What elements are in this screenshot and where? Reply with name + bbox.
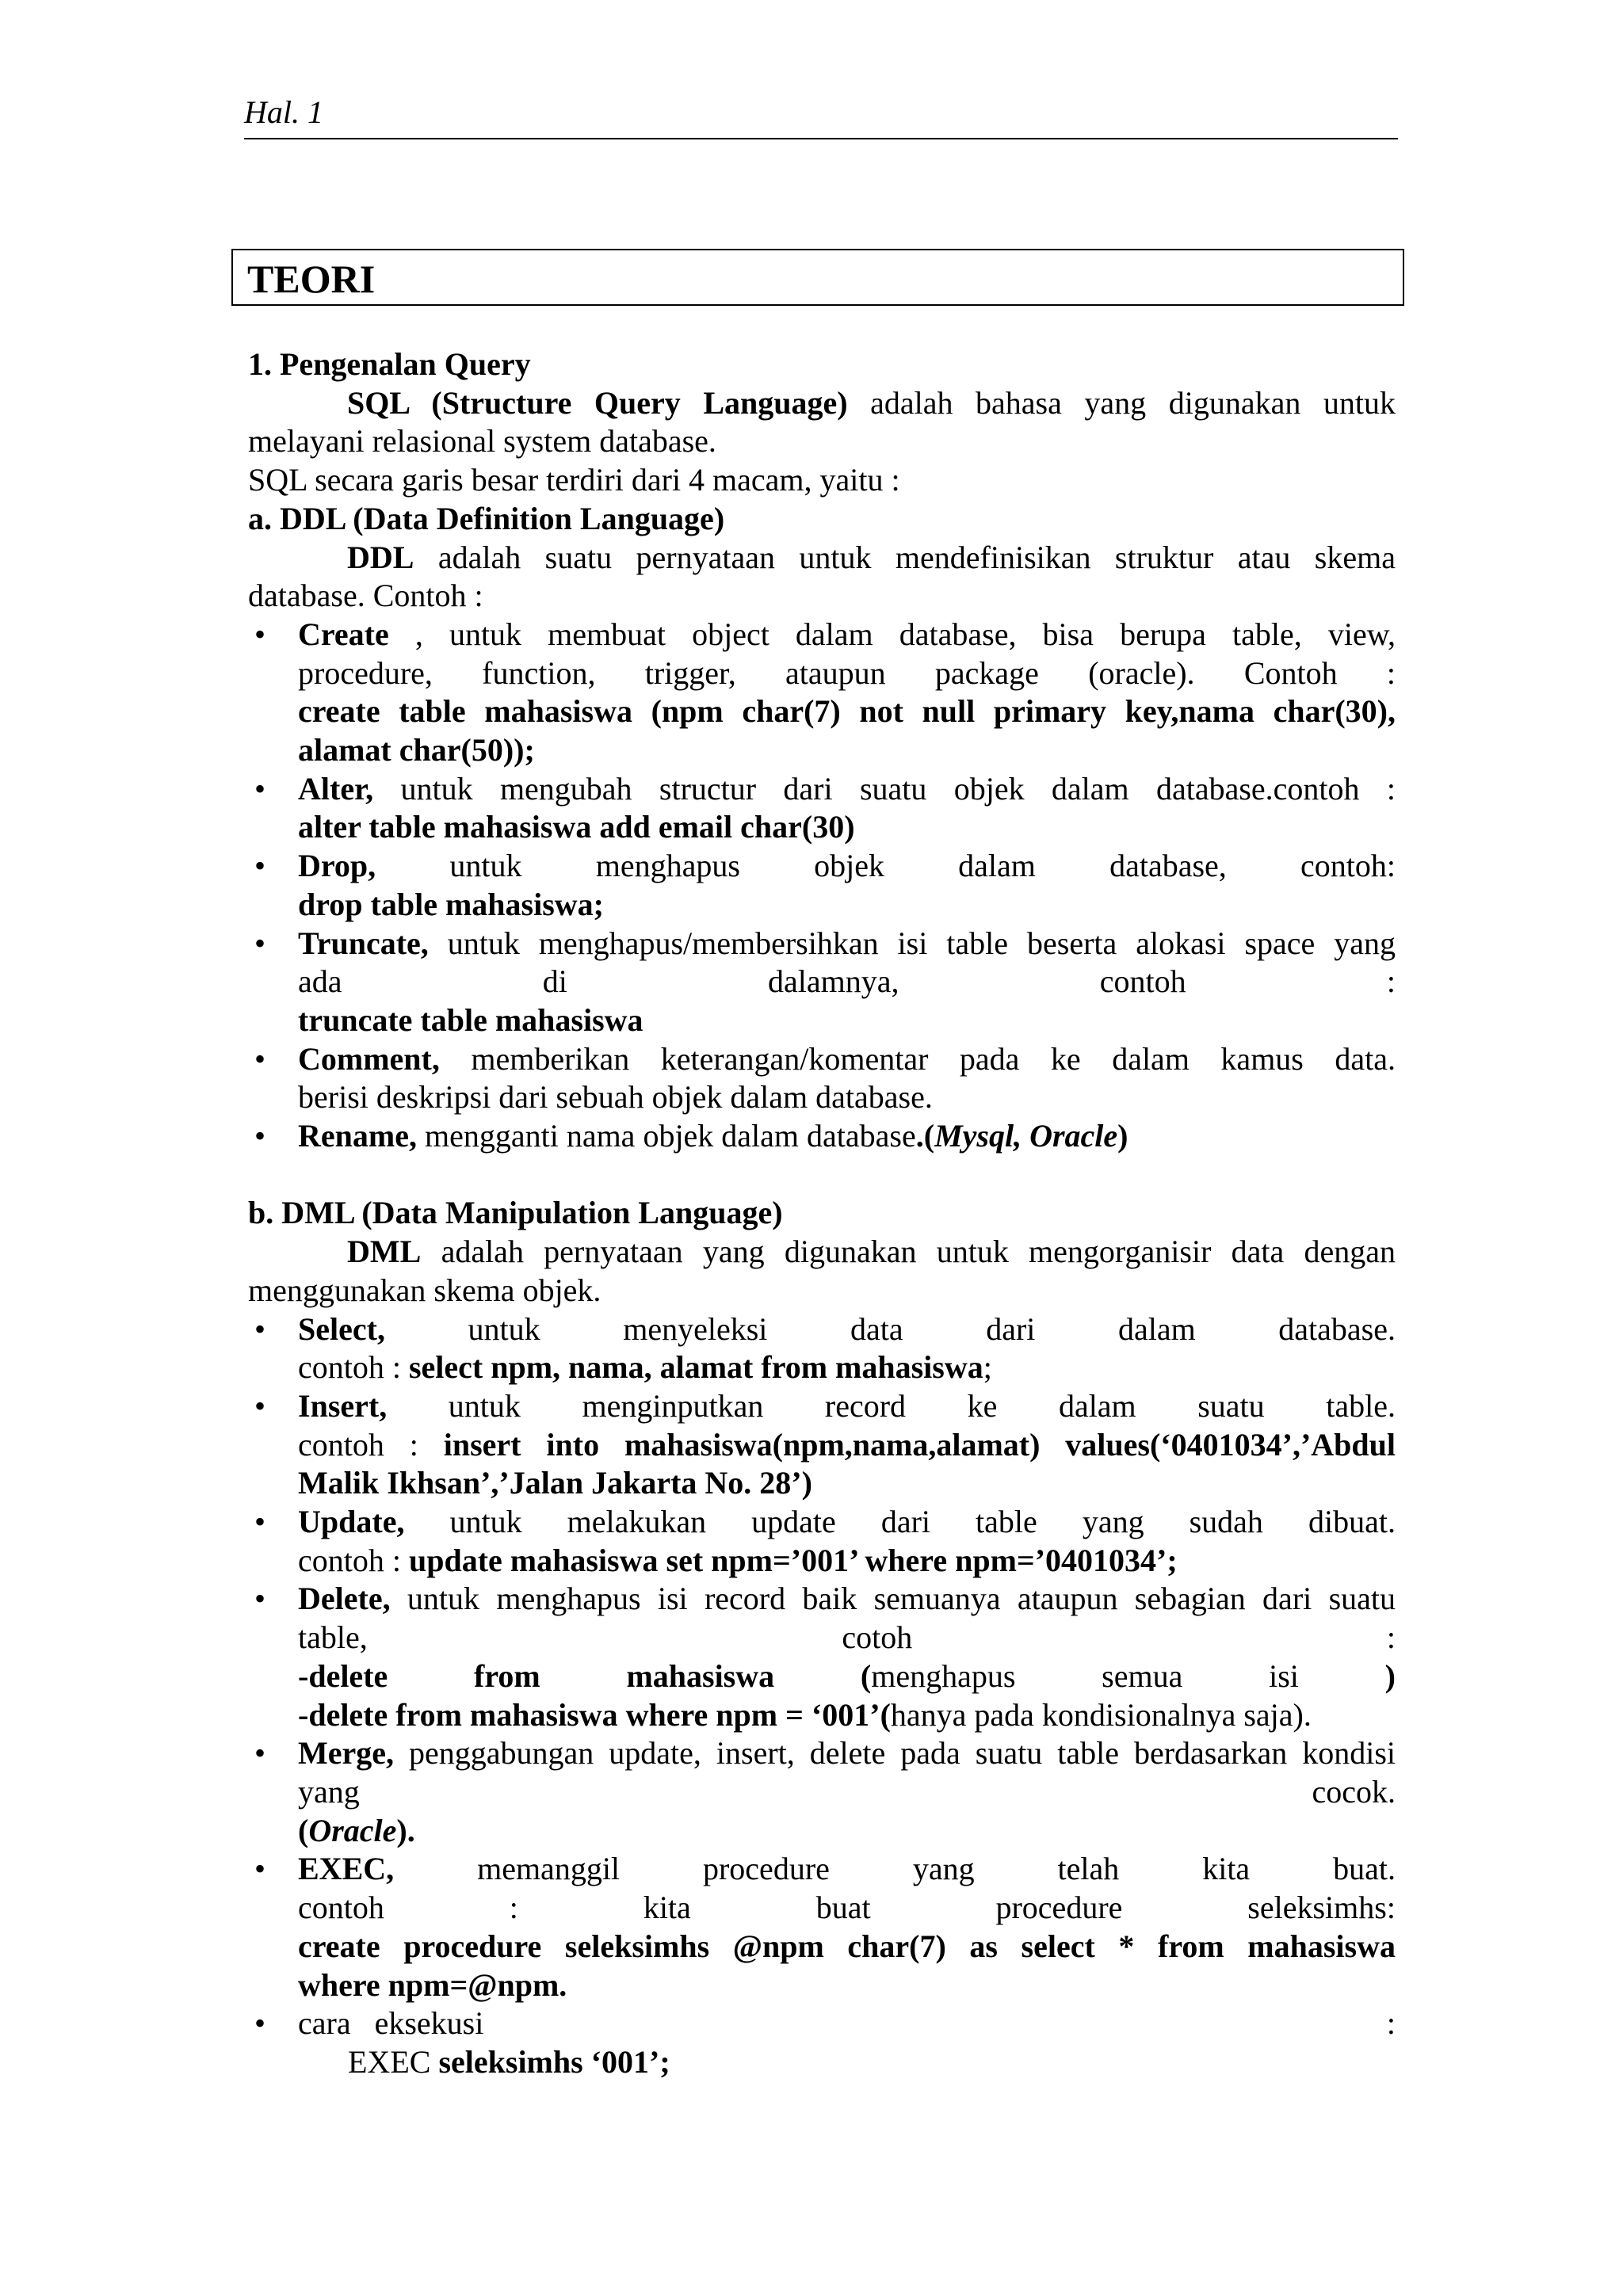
code-line: truncate table mahasiswa — [298, 1001, 643, 1038]
paragraph-line: menggunakan skema objek. — [248, 1272, 601, 1308]
list-item: • Comment, memberikan keterangan/komentar pada ke dalam kamus data. berisi deskripsi dari sebuah objek dalam database. — [248, 1040, 1396, 1117]
code-line: alamat char(50)); — [298, 732, 535, 769]
paragraph-line: melayani relasional system database. — [248, 423, 716, 460]
bullet-icon — [248, 1734, 272, 1773]
list-item: • Delete, untuk menghapus isi record baik semuanya ataupun sebagian dari suatu table, cotoh : -delete from mahasiswa (menghapus semua isi ) -delete from mahasiswa where npm = ‘001’(hanya pada kondisionalnya saja). — [248, 1580, 1396, 1734]
subsection-heading: a. DDL (Data Definition Language) — [248, 500, 725, 536]
paragraph-line: DML adalah pernyataan yang digunakan untuk mengorganisir data dengan — [347, 1234, 1396, 1270]
code-line: drop table mahasiswa; — [298, 886, 604, 922]
list-item: • Drop, untuk menghapus objek dalam database, contoh: drop table mahasiswa; — [248, 847, 1396, 924]
list-item: • Create , untuk membuat object dalam database, bisa berupa table, view, procedure, function, trigger, ataupun package (oracle). Contoh : create table mahasiswa (npm char(7) not null primary key,nama char(30), alamat char(50)); — [248, 616, 1396, 770]
paragraph-line: SQL secara garis besar terdiri dari 4 macam, yaitu : — [248, 462, 900, 498]
list-item: • Select, untuk menyeleksi data dari dalam database. contoh : select npm, nama, alamat from mahasiswa; — [248, 1310, 1396, 1387]
list-item: • Rename, mengganti nama objek dalam database.(Mysql, Oracle) — [248, 1117, 1396, 1156]
code-line: alter table mahasiswa add email char(30) — [298, 809, 855, 845]
bullet-icon — [248, 925, 272, 963]
bullet-icon — [248, 1850, 272, 1889]
code-line: update mahasiswa set npm=’001’ where npm=’0401034’; — [408, 1542, 1178, 1578]
bullet-icon — [248, 1040, 272, 1079]
list-item: • cara eksekusi : EXEC seleksimhs ‘001’; — [248, 2004, 1396, 2081]
bullet-icon — [248, 1387, 272, 1426]
list-item: • Alter, untuk mengubah structur dari suatu objek dalam database.contoh : alter table mahasiswa add email char(30) — [248, 770, 1396, 847]
list-item: • EXEC, memanggil procedure yang telah kita buat. contoh : kita buat procedure seleksimhs: create procedure seleksimhs @npm char(7) as select * from mahasiswa where npm=@npm. — [248, 1850, 1396, 2004]
code-line: where npm=@npm. — [298, 1966, 567, 2003]
bullet-icon — [248, 1310, 272, 1349]
code-line: insert into mahasiswa(npm,nama,alamat) values(‘0401034’,’Abdul — [443, 1426, 1396, 1463]
code-line: create table mahasiswa (npm char(7) not null primary key,nama char(30), — [298, 693, 1396, 730]
paragraph-line: SQL (Structure Query Language) adalah bahasa yang digunakan untuk — [347, 384, 1396, 421]
code-line: select npm, nama, alamat from mahasiswa — [408, 1349, 983, 1386]
bullet-icon — [248, 616, 272, 654]
list-item: • Truncate, untuk menghapus/membersihkan isi table beserta alokasi space yang ada di dalamnya, contoh : truncate table mahasiswa — [248, 925, 1396, 1040]
paragraph-line: database. Contoh : — [248, 578, 483, 614]
code-line: create procedure seleksimhs @npm char(7) as select * from mahasiswa — [298, 1928, 1396, 1964]
page-title: TEORI — [247, 257, 376, 301]
code-line: Malik Ikhsan’,’Jalan Jakarta No. 28’) — [298, 1465, 812, 1501]
bullet-icon — [248, 847, 272, 886]
list-item: • Insert, untuk menginputkan record ke dalam suatu table. contoh : insert into mahasiswa(npm,nama,alamat) values(‘0401034’,’Abdul Malik Ikhsan’,’Jalan Jakarta No. 28’) — [248, 1387, 1396, 1503]
bullet-icon — [248, 1503, 272, 1542]
title-box — [231, 249, 1404, 306]
document-body — [248, 345, 1396, 2082]
bullet-icon — [248, 1580, 272, 1619]
code-line: seleksimhs ‘001’; — [438, 2043, 670, 2080]
subsection-heading: b. DML (Data Manipulation Language) — [248, 1195, 783, 1231]
paragraph-line: DDL adalah suatu pernyataan untuk mendefinisikan struktur atau skema — [347, 539, 1396, 575]
page-header: Hal. 1 — [244, 94, 323, 130]
header-rule — [244, 138, 1398, 139]
bullet-icon — [248, 770, 272, 809]
bullet-icon — [248, 2004, 272, 2043]
list-item: • Update, untuk melakukan update dari table yang sudah dibuat. contoh : update mahasiswa set npm=’001’ where npm=’0401034’; — [248, 1503, 1396, 1580]
bullet-icon — [248, 1117, 272, 1156]
list-item: • Merge, penggabungan update, insert, delete pada suatu table berdasarkan kondisi yang cocok. (Oracle). — [248, 1734, 1396, 1850]
code-line: -delete from mahasiswa where npm = ‘001’ — [298, 1696, 880, 1733]
section-heading: 1. Pengenalan Query — [248, 346, 531, 382]
